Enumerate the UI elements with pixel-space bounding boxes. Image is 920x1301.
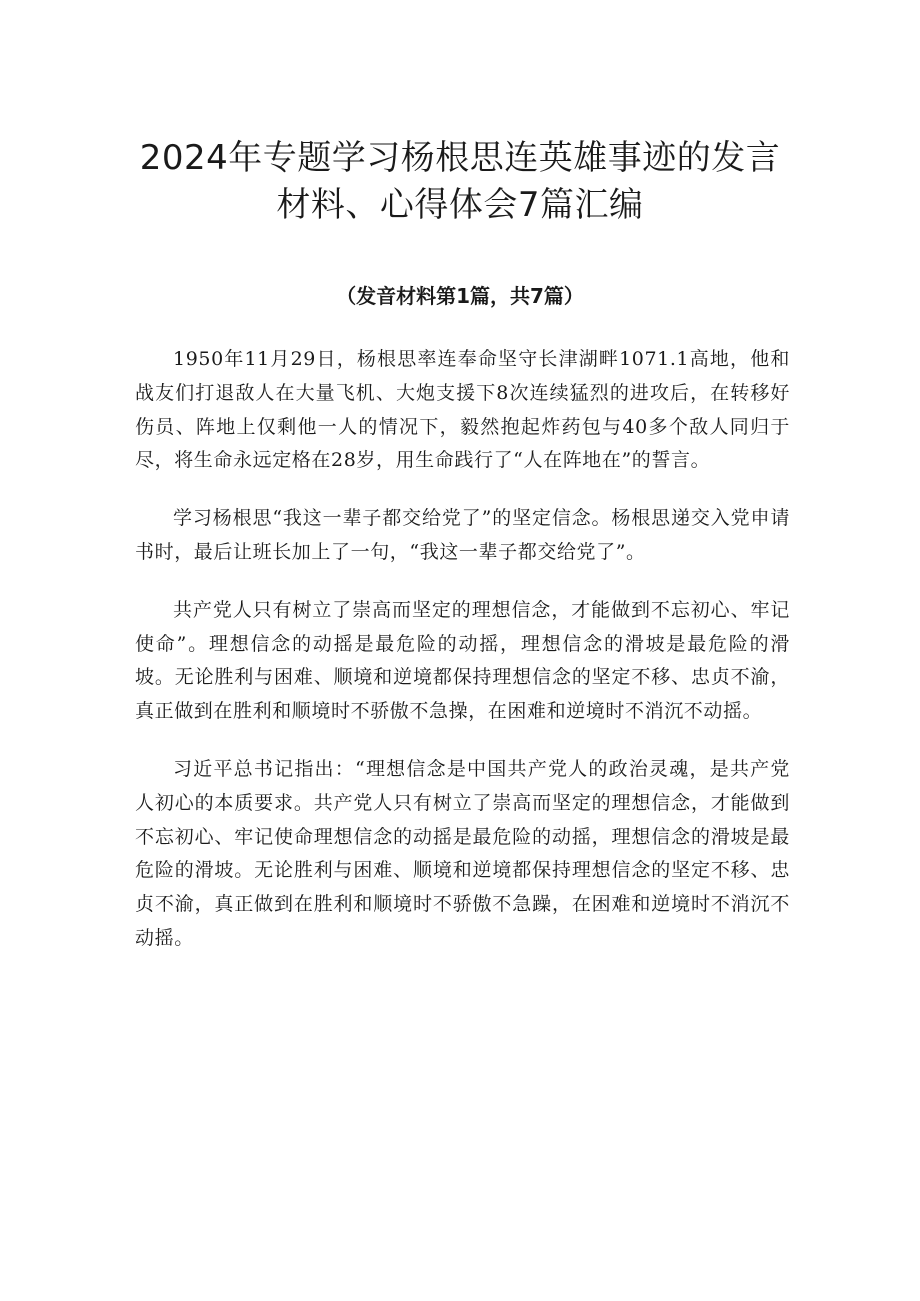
section-heading: （发音材料第1篇，共7篇） bbox=[336, 284, 584, 308]
document-body bbox=[135, 343, 790, 980]
title-line-1: 2024年专题学习杨根思连英雄事迹的发言 bbox=[139, 137, 781, 178]
title-line-2: 材料、心得体会7篇汇编 bbox=[276, 184, 644, 225]
paragraph-2: 学习杨根思“我这一辈子都交给党了”的坚定信念。杨根思递交入党申请书时，最后让班长加上了一句，“我这一辈子都交给党了”。 bbox=[135, 507, 790, 563]
paragraph-4: 习近平总书记指出：“理想信念是中国共产党人的政治灵魂，是共产党人初心的本质要求。共产党人只有树立了崇高而坚定的理想信念，才能做到不忘初心、牢记使命理想信念的动摇是最危险的动摇，理想信念的滑坡是最危险的滑坡。无论胜利与困难、顺境和逆境都保持理想信念的坚定不移、忠贞不渝，真正做到在胜利和顺境时不骄傲不急躁，在困难和逆境时不消沉不动摇。 bbox=[135, 757, 790, 949]
paragraph-3: 共产党人只有树立了崇高而坚定的理想信念，才能做到不忘初心、牢记使命”。理想信念的动摇是最危险的动摇，理想信念的滑坡是最危险的滑坡。无论胜利与困难、顺境和逆境都保持理想信念的坚定不移、忠贞不渝，真正做到在胜利和顺境时不骄傲不急操，在困难和逆境时不消沉不动摇。 bbox=[135, 598, 790, 723]
paragraph-1: 1950年11月29日，杨根思率连奉命坚守长津湖畔1071.1高地，他和战友们打退敌人在大量飞机、大炮支援下8次连续猛烈的进攻后，在转移好伤员、阵地上仅剩他一人的情况下，毅然抱起炸药包与40多个敌人同归于尽，将生命永远定格在28岁，用生命践行了“人在阵地在”的誓言。 bbox=[135, 348, 790, 472]
document-title bbox=[100, 135, 820, 229]
